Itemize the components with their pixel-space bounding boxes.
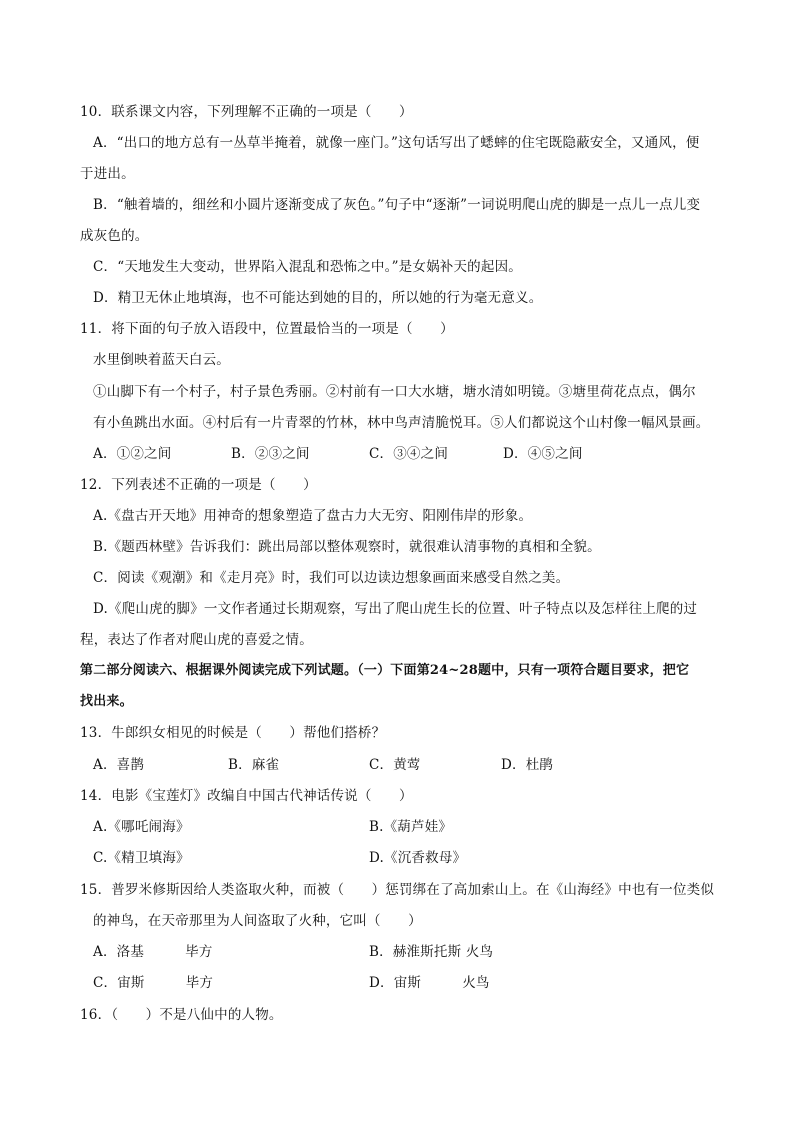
q13-option-a: A．喜鹊 (93, 757, 145, 773)
q15-stem: 15．普罗米修斯因给人类盗取火种，而被（ ）惩罚绑在了高加索山上。在《山海经》中也有一位类似 (80, 882, 715, 898)
q14-option-d: D.《沉香救母》 (369, 850, 467, 866)
q14-option-b: B.《葫芦娃》 (369, 819, 453, 835)
q11-stem: 11．将下面的句子放入语段中，位置最恰当的一项是（ ） (80, 321, 454, 337)
q12-option-a: A.《盘古开天地》用神奇的想象塑造了盘古力大无穷、阳刚伟岸的形象。 (93, 508, 533, 524)
q15-option-a: A．洛基 毕方 (93, 944, 213, 960)
q11-option-c: C．③④之间 (369, 446, 449, 462)
q11-paragraph-2: 有小鱼跳出水面。④村后有一片青翠的竹林，林中鸟声清脆悦耳。⑤人们都说这个山村像一幅风景画。 (93, 415, 710, 431)
q10-option-a: A．“出口的地方总有一丛草半掩着，就像一座门。”这句话写出了蟋蟀的住宅既隐蔽安全，又通风，便 (93, 135, 700, 151)
q15-stem-cont: 的神鸟，在天帝那里为人间盗取了火种，它叫（ ） (93, 913, 422, 929)
q12-option-d-cont: 程，表达了作者对爬山虎的喜爱之情。 (80, 632, 313, 648)
q10-option-a-cont: 于进出。 (80, 166, 135, 182)
section-heading-cont: 找出来。 (80, 694, 133, 709)
q11-option-b: B．②③之间 (231, 446, 310, 462)
q11-sentence: 水里倒映着蓝天白云。 (93, 352, 230, 368)
q12-option-d: D.《爬山虎的脚》一文作者通过长期观察，写出了爬山虎生长的位置、叶子特点以及怎样往上爬的过 (93, 601, 698, 617)
q13-option-c: C．黄莺 (369, 757, 421, 773)
q15-option-d: D．宙斯 火鸟 (369, 975, 490, 991)
q10-option-d: D．精卫无休止地填海，也不可能达到她的目的，所以她的行为毫无意义。 (93, 290, 543, 306)
q11-option-d: D．④⑤之间 (503, 446, 583, 462)
q11-option-a: A．①②之间 (93, 446, 172, 462)
q11-paragraph-1: ①山脚下有一个村子，村子景色秀丽。②村前有一口大水塘，塘水清如明镜。③塘里荷花点点，偶尔 (93, 384, 696, 400)
section-heading: 第二部分阅读六、根据课外阅读完成下列试题。（一）下面第24~28题中，只有一项符合题目要求，把它 (80, 663, 690, 678)
q15-option-c: C．宙斯 毕方 (93, 975, 214, 991)
q14-stem: 14．电影《宝莲灯》改编自中国古代神话传说（ ） (80, 788, 413, 804)
q12-option-c: C．阅读《观潮》和《走月亮》时，我们可以边读边想象画面来感受自然之美。 (93, 570, 570, 586)
q15-option-b: B．赫淮斯托斯 火鸟 (369, 944, 494, 960)
q13-stem: 13．牛郎织女相见的时候是（ ）帮他们搭桥？ (80, 725, 386, 741)
q10-option-b: B．“触着墙的，细丝和小圆片逐渐变成了灰色。”句子中“逐渐”一词说明爬山虎的脚是一点儿一点儿变 (93, 197, 701, 213)
q12-option-b: B.《题西林壁》告诉我们：跳出局部以整体观察时，就很难认清事物的真相和全貌。 (93, 539, 601, 555)
q10-option-c: C．“天地发生大变动，世界陷入混乱和恐怖之中。”是女娲补天的起因。 (93, 259, 522, 275)
q14-option-a: A.《哪吒闹海》 (93, 819, 190, 835)
q10-option-b-cont: 成灰色的。 (80, 228, 149, 244)
q10-stem: 10．联系课文内容，下列理解不正确的一项是（ ） (80, 104, 413, 120)
q16-stem: 16．（ ）不是八仙中的人物。 (80, 1007, 283, 1023)
q12-stem: 12．下列表述不正确的一项是（ ） (80, 477, 317, 493)
q13-option-b: B．麻雀 (228, 757, 280, 773)
q14-option-c: C.《精卫填海》 (93, 850, 190, 866)
q13-option-d: D．杜鹃 (501, 757, 554, 773)
